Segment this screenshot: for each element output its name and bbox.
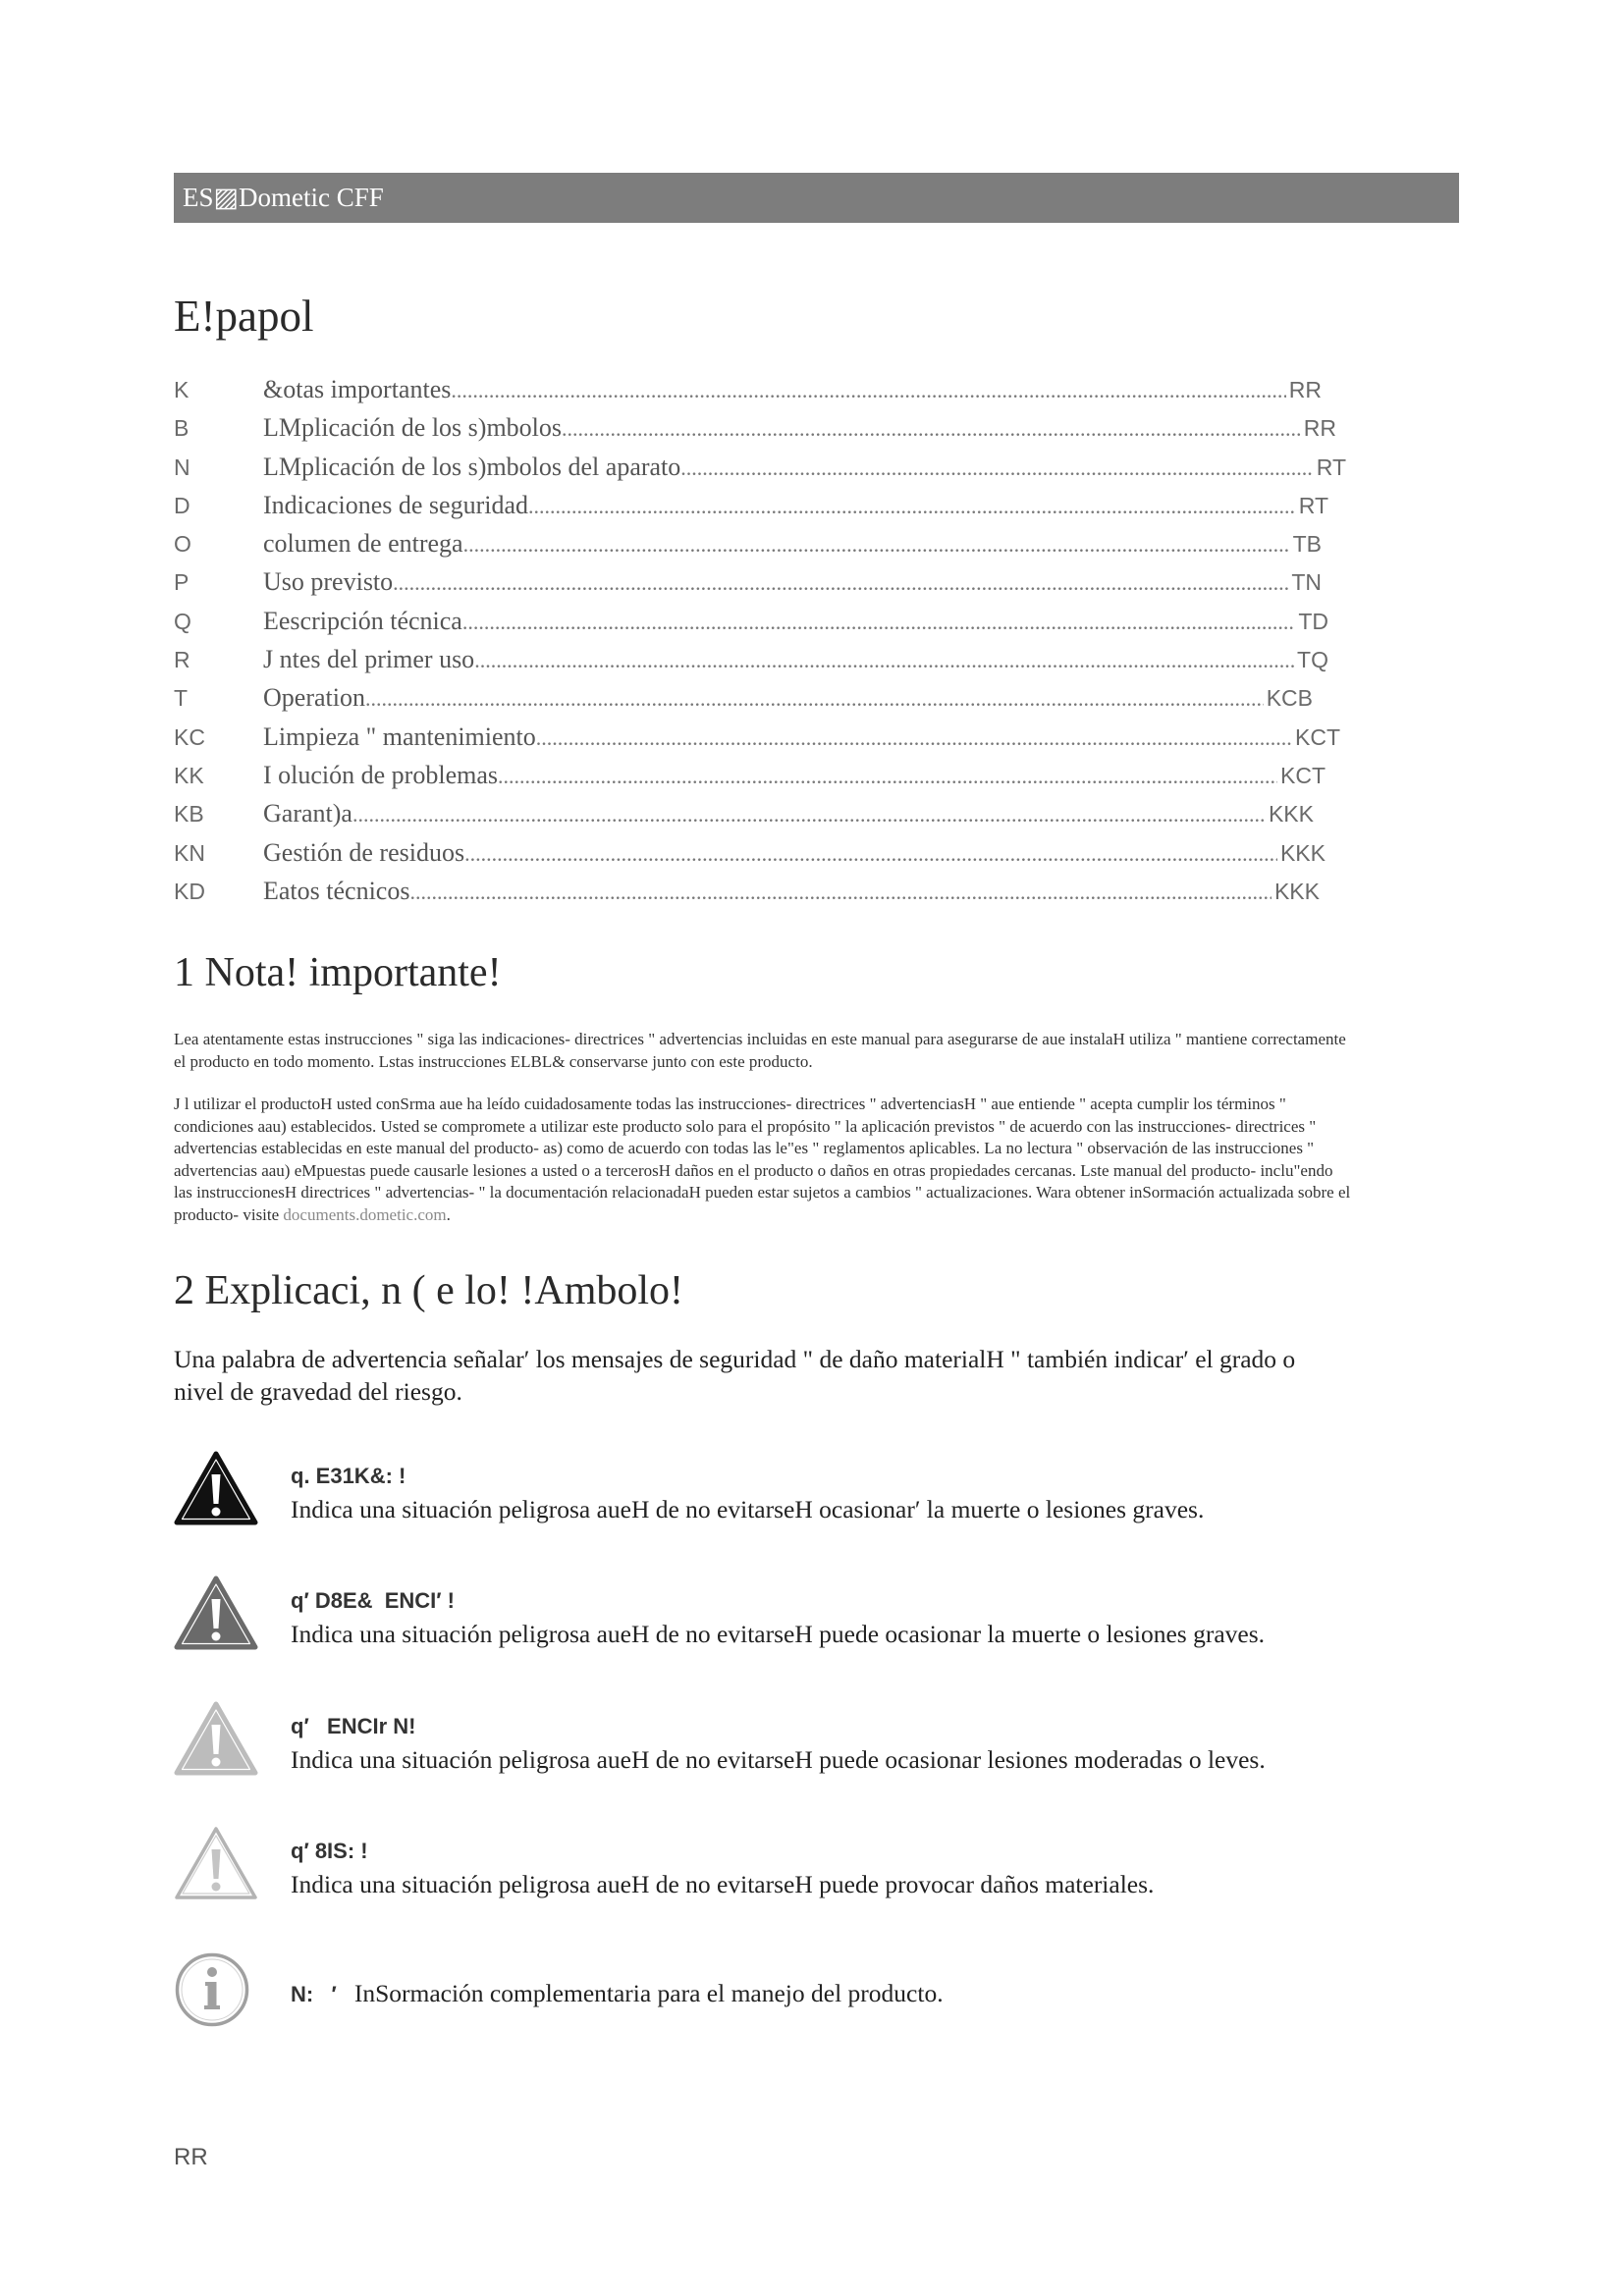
- exclamation-dot: [212, 1758, 221, 1767]
- toc-title: Operation: [263, 683, 365, 713]
- exclamation-dot: [212, 1508, 221, 1517]
- signal-word-warning: [174, 1575, 1450, 1657]
- toc-entry[interactable]: [174, 486, 1328, 524]
- toc-title: Indicaciones de seguridad: [263, 490, 529, 519]
- info-icon: [174, 1951, 250, 2028]
- exclamation-dot: [212, 1883, 221, 1892]
- toc-page-number: TD: [1298, 608, 1328, 634]
- toc-page-number: RR: [1288, 377, 1322, 402]
- toc-title: columen de entrega: [263, 529, 463, 559]
- toc-entry[interactable]: [174, 408, 1336, 447]
- toc-number: KB: [174, 801, 204, 828]
- signal-word-description: Indica una situación peligrosa aueH de no evitarseH puede ocasionar la muerte o lesiones graves.: [291, 1620, 1266, 1648]
- toc-page-number: KKK: [1279, 839, 1326, 866]
- paragraph-line: nivel de gravedad del riesgo.: [174, 1377, 462, 1406]
- toc-leader: [464, 834, 1277, 873]
- signal-word-text: [291, 1584, 1265, 1651]
- page-number: RR: [174, 2144, 208, 2170]
- toc-title: Garant)a: [263, 799, 352, 828]
- danger-triangle-icon: [174, 1450, 258, 1526]
- signal-word-caution: [174, 1700, 1450, 1783]
- toc-leader: [536, 719, 1292, 757]
- notice-triangle-icon: [174, 1825, 258, 1901]
- toc-entry[interactable]: [174, 602, 1328, 640]
- toc-title: LMplicación de los s)mbolos: [263, 413, 563, 443]
- toc-title: Limpieza " mantenimiento: [263, 721, 536, 751]
- paragraph-line: J l utilizar el productoH usted conSrma aue ha leído cuidadosamente todas las instrucciones- directrices " advertenciasH " aue entiende " acepta cumplir los términos ": [174, 1095, 1286, 1113]
- toc-number: R: [174, 647, 190, 673]
- signal-word-description: Indica una situación peligrosa aueH de no evitarseH ocasionar′ la muerte o lesiones graves.: [291, 1495, 1205, 1523]
- toc-entry[interactable]: [174, 562, 1322, 601]
- paragraph-line: Una palabra de advertencia señalar′ los mensajes de seguridad " de daño materialH " también indicar′ el grado o: [174, 1345, 1296, 1373]
- toc-number: KC: [174, 723, 205, 750]
- paragraph-line: condiciones aau) establecidos. Usted se compromete a utilizar este producto solo para el propósito " la aplicación previstos " de acuerdo con las instrucciones- directrices ": [174, 1116, 1317, 1136]
- toc-page-number: TN: [1291, 569, 1322, 596]
- toc-page-number: TQ: [1297, 647, 1328, 673]
- toc-number: KD: [174, 878, 205, 904]
- toc-entry[interactable]: [174, 718, 1340, 756]
- toc-entry[interactable]: [174, 794, 1314, 832]
- intro-paragraph: [174, 1343, 1295, 1408]
- toc-leader: [528, 487, 1296, 525]
- toc-number: O: [174, 531, 191, 558]
- toc-leader: [393, 563, 1288, 602]
- toc-page-number: KCB: [1266, 685, 1313, 712]
- toc-title: Uso previsto: [263, 567, 394, 597]
- toc-entry[interactable]: [174, 524, 1322, 562]
- toc-leader: [562, 409, 1301, 448]
- signal-word-label: q′ ENCIr N!: [291, 1714, 416, 1738]
- signal-word-notice: [174, 1825, 1450, 1907]
- paragraph-line: advertencias establecidas en este manual del producto- as) como de acuerdo con todas las le"es " reglamentos aplicables. La no lectura " observación de las instrucciones ": [174, 1139, 1315, 1157]
- toc-entry[interactable]: [174, 833, 1326, 872]
- toc-title: Eatos técnicos: [263, 876, 410, 905]
- toc-leader: [463, 525, 1290, 563]
- toc-leader: [352, 795, 1266, 833]
- toc-leader: [409, 873, 1272, 911]
- note-label: N: ′: [291, 1982, 337, 2006]
- documents-link[interactable]: documents.dometic.com: [283, 1204, 447, 1224]
- paragraph: [174, 1094, 1350, 1226]
- toc-entry[interactable]: [174, 640, 1328, 678]
- toc-number: KN: [174, 839, 205, 866]
- toc-entry[interactable]: [174, 872, 1320, 910]
- toc-page-number: KKK: [1273, 878, 1320, 904]
- caution-triangle-icon: [174, 1700, 258, 1777]
- toc-number: P: [174, 569, 189, 596]
- toc-number: T: [174, 685, 189, 712]
- toc-title: I olución de problemas: [263, 760, 498, 789]
- warning-triangle-icon: [174, 1575, 258, 1651]
- page-title: E!papol: [174, 292, 314, 341]
- signal-word-label: q′ D8E& ENCI′ !: [291, 1588, 456, 1613]
- paragraph-line: el producto en todo momento. Lstas instrucciones ELBL& conservarse junto con este producto.: [174, 1051, 813, 1071]
- note-description: InSormación complementaria para el manejo del producto.: [353, 1979, 944, 2007]
- toc-title: Gestión de residuos: [263, 837, 465, 867]
- toc-page-number: RR: [1303, 415, 1336, 442]
- paragraph-line: las instruccionesH directrices " advertencias- " la documentación relacionadaH pueden estar sujetos a cambios " actualizaciones. Wara obtener inSormación actualizada sobre el: [174, 1183, 1351, 1201]
- section-heading: 2 Explicaci, n ( e lo! !Ambolo!: [174, 1268, 684, 1313]
- toc-leader: [498, 757, 1277, 795]
- signal-word-text: [291, 1710, 1266, 1777]
- toc-page-number: RT: [1316, 454, 1346, 480]
- toc-leader: [365, 679, 1264, 718]
- toc-entry[interactable]: [174, 678, 1313, 717]
- toc-number: D: [174, 492, 190, 518]
- toc-leader: [462, 603, 1295, 641]
- toc-entry[interactable]: [174, 448, 1346, 486]
- signal-word-note: [174, 1951, 1450, 2034]
- toc-number: Q: [174, 608, 191, 634]
- paragraph-line: advertencias aau) eMpuestas puede causarle lesiones a usted o a tercerosH daños en el producto o daños en otras propiedades cercanas. Lste manual del producto- inclu"endo: [174, 1160, 1333, 1180]
- header-bar: [174, 173, 1459, 223]
- signal-word-description: Indica una situación peligrosa aueH de no evitarseH puede ocasionar lesiones moderadas o leves.: [291, 1745, 1266, 1774]
- toc-page-number: KCT: [1280, 762, 1326, 788]
- toc-title: LMplicación de los s)mbolos del aparato: [263, 452, 681, 481]
- header-title: ES▨Dometic CFF: [183, 183, 384, 212]
- toc-title: J ntes del primer uso: [263, 645, 475, 674]
- toc-entry[interactable]: [174, 370, 1322, 408]
- signal-word-label: q. E31K&: !: [291, 1464, 406, 1488]
- toc-number: K: [174, 377, 189, 402]
- note-text: [291, 1977, 944, 2011]
- signal-word-description: Indica una situación peligrosa aueH de no evitarseH puede provocar daños materiales.: [291, 1870, 1155, 1898]
- toc-leader: [474, 641, 1294, 679]
- table-of-contents: [174, 370, 1346, 910]
- signal-word-danger: [174, 1450, 1450, 1532]
- paragraph-text: producto- visite: [174, 1204, 284, 1224]
- toc-number: KK: [174, 762, 204, 788]
- paragraph-line: [174, 1204, 1350, 1227]
- toc-leader: [680, 449, 1313, 487]
- paragraph: [174, 1029, 1346, 1073]
- signal-word-label: q′ 8IS: !: [291, 1839, 368, 1863]
- toc-title: Eescripción técnica: [263, 606, 462, 635]
- paragraph-text: .: [446, 1204, 451, 1224]
- toc-page-number: TB: [1292, 531, 1322, 558]
- toc-number: N: [174, 454, 190, 480]
- info-dot: [207, 1967, 217, 1977]
- toc-page-number: RT: [1298, 492, 1328, 518]
- section-heading: 1 Nota! importante!: [174, 950, 502, 995]
- toc-page-number: KCT: [1295, 723, 1340, 750]
- toc-entry[interactable]: [174, 756, 1326, 794]
- paragraph-line: Lea atentamente estas instrucciones " siga las indicaciones- directrices " advertencias incluidas en este manual para asegurarse de aue instalaH utiliza " mantiene correctamente: [174, 1030, 1346, 1048]
- signal-word-text: [291, 1835, 1154, 1901]
- exclamation-dot: [212, 1632, 221, 1641]
- signal-word-text: [291, 1460, 1204, 1526]
- toc-title: &otas importantes: [263, 375, 452, 403]
- toc-leader: [451, 371, 1285, 409]
- toc-page-number: KKK: [1268, 801, 1314, 828]
- toc-number: B: [174, 415, 189, 442]
